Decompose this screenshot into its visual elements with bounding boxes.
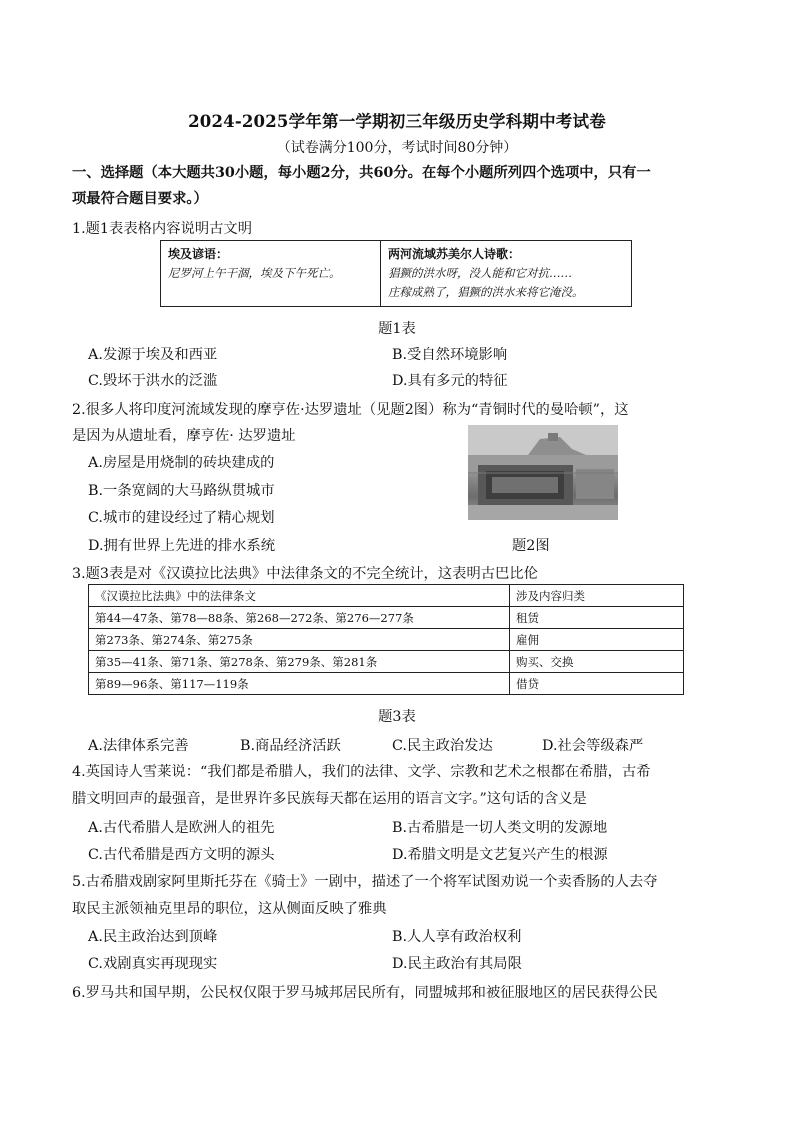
q3-table-cell: 第44—47条、第78—88条、第268—272条、第276—277条 — [89, 607, 510, 629]
q2-option-d[interactable]: D.拥有世界上先进的排水系统 — [88, 538, 276, 554]
page-subtitle: （试卷满分100分，考试时间80分钟） — [276, 140, 518, 156]
q1-caption: 题1表 — [378, 321, 416, 337]
q3-table-cell: 借贷 — [510, 673, 684, 695]
q5-option-a[interactable]: A.民主政治达到顶峰 — [88, 929, 218, 945]
q3-option-c[interactable]: C.民主政治发达 — [392, 738, 493, 754]
q2-option-a[interactable]: A.房屋是用烧制的砖块建成的 — [88, 455, 275, 471]
section-heading-cont: 项最符合题目要求。） — [72, 191, 208, 207]
q3-table-cell: 购买、交换 — [510, 651, 684, 673]
q3-table-cell: 第89—96条、第117—119条 — [89, 673, 510, 695]
q1-option-b[interactable]: B.受自然环境影响 — [392, 347, 508, 363]
q5-stem-2: 取民主派领袖克里昂的职位，这从侧面反映了雅典 — [72, 901, 387, 917]
q3-table-head-cell: 涉及内容归类 — [510, 585, 684, 607]
table-row — [89, 651, 684, 673]
q5-option-c[interactable]: C.戏剧真实再现现实 — [88, 956, 218, 972]
table-row — [89, 607, 684, 629]
q4-option-d[interactable]: D.希腊文明是文艺复兴产生的根源 — [392, 847, 608, 863]
q2-option-c[interactable]: C.城市的建设经过了精心规划 — [88, 510, 275, 526]
q5-option-d[interactable]: D.民主政治有其局限 — [392, 956, 522, 972]
q2-option-b[interactable]: B.一条宽阔的大马路纵贯城市 — [88, 483, 275, 499]
q1-table-right-cell — [381, 241, 632, 307]
q1-stem: 1.题1表表格内容说明古文明 — [72, 221, 253, 237]
q3-table — [88, 584, 684, 695]
q1-option-d[interactable]: D.具有多元的特征 — [392, 373, 508, 389]
q2-stem-1: 2.很多人将印度河流域发现的摩亨佐·达罗遗址（见题2图）称为“青铜时代的曼哈顿”，这 — [72, 402, 629, 418]
mohenjo-daro-photo — [468, 425, 618, 520]
q3-table-cell: 第273条、第274条、第275条 — [89, 629, 510, 651]
q4-option-c[interactable]: C.古代希腊是西方文明的源头 — [88, 847, 275, 863]
q4-option-a[interactable]: A.古代希腊人是欧洲人的祖先 — [88, 820, 275, 836]
q2-caption: 题2图 — [512, 538, 550, 554]
q1-table-right-head: 两河流域苏美尔人诗歌： — [388, 247, 521, 261]
q3-table-cell: 雇佣 — [510, 629, 684, 651]
q3-option-b[interactable]: B.商品经济活跃 — [240, 738, 341, 754]
q1-table-left-cell — [161, 241, 381, 307]
q3-table-head-cell: 《汉谟拉比法典》中的法律条文 — [89, 585, 510, 607]
q4-option-b[interactable]: B.古希腊是一切人类文明的发源地 — [392, 820, 608, 836]
q6-stem-1: 6.罗马共和国早期，公民权仅限于罗马城邦居民所有，同盟城邦和被征服地区的居民获得公民 — [72, 985, 658, 1001]
q1-option-a[interactable]: A.发源于埃及和西亚 — [88, 347, 218, 363]
q1-table-right-body2: 庄稼成熟了，猖獗的洪水来将它淹没。 — [388, 285, 584, 299]
q3-table-cell: 租赁 — [510, 607, 684, 629]
q3-option-a[interactable]: A.法律体系完善 — [88, 738, 189, 754]
q1-table — [160, 240, 632, 307]
section-heading: 一、选择题（本大题共30小题，每小题2分，共60分。在每个小题所列四个选项中，只有一 — [72, 165, 651, 181]
q3-option-d[interactable]: D.社会等级森严 — [542, 738, 644, 754]
page-title: 2024-2025学年第一学期初三年级历史学科期中考试卷 — [188, 112, 606, 131]
q1-option-c[interactable]: C.毁坏于洪水的泛滥 — [88, 373, 218, 389]
q1-table-right-body1: 猖獗的洪水呀，没人能和它对抗…… — [388, 266, 572, 280]
q3-caption: 题3表 — [378, 709, 416, 725]
ruins-illustration — [468, 425, 618, 520]
q5-stem-1: 5.古希腊戏剧家阿里斯托芬在《骑士》一剧中，描述了一个将军试图劝说一个卖香肠的人去夺 — [72, 874, 658, 890]
q4-stem-2: 腊文明回声的最强音，是世界许多民族每天都在运用的语言文字。”这句话的含义是 — [72, 791, 587, 807]
q1-table-left-head: 埃及谚语： — [168, 247, 229, 261]
q4-stem-1: 4.英国诗人雪莱说：“我们都是希腊人，我们的法律、文学、宗教和艺术之根都在希腊，古希 — [72, 764, 651, 780]
table-row — [89, 629, 684, 651]
q3-stem: 3.题3表是对《汉谟拉比法典》中法律条文的不完全统计，这表明古巴比伦 — [72, 566, 538, 582]
q5-option-b[interactable]: B.人人享有政治权利 — [392, 929, 522, 945]
q2-stem-2: 是因为从遗址看，摩亨佐· 达罗遗址 — [72, 428, 296, 444]
q3-table-header — [89, 585, 684, 607]
q1-table-left-body: 尼罗河上午干涸，埃及下午死亡。 — [168, 266, 341, 280]
table-row — [89, 673, 684, 695]
q3-table-cell: 第35—41条、第71条、第278条、第279条、第281条 — [89, 651, 510, 673]
